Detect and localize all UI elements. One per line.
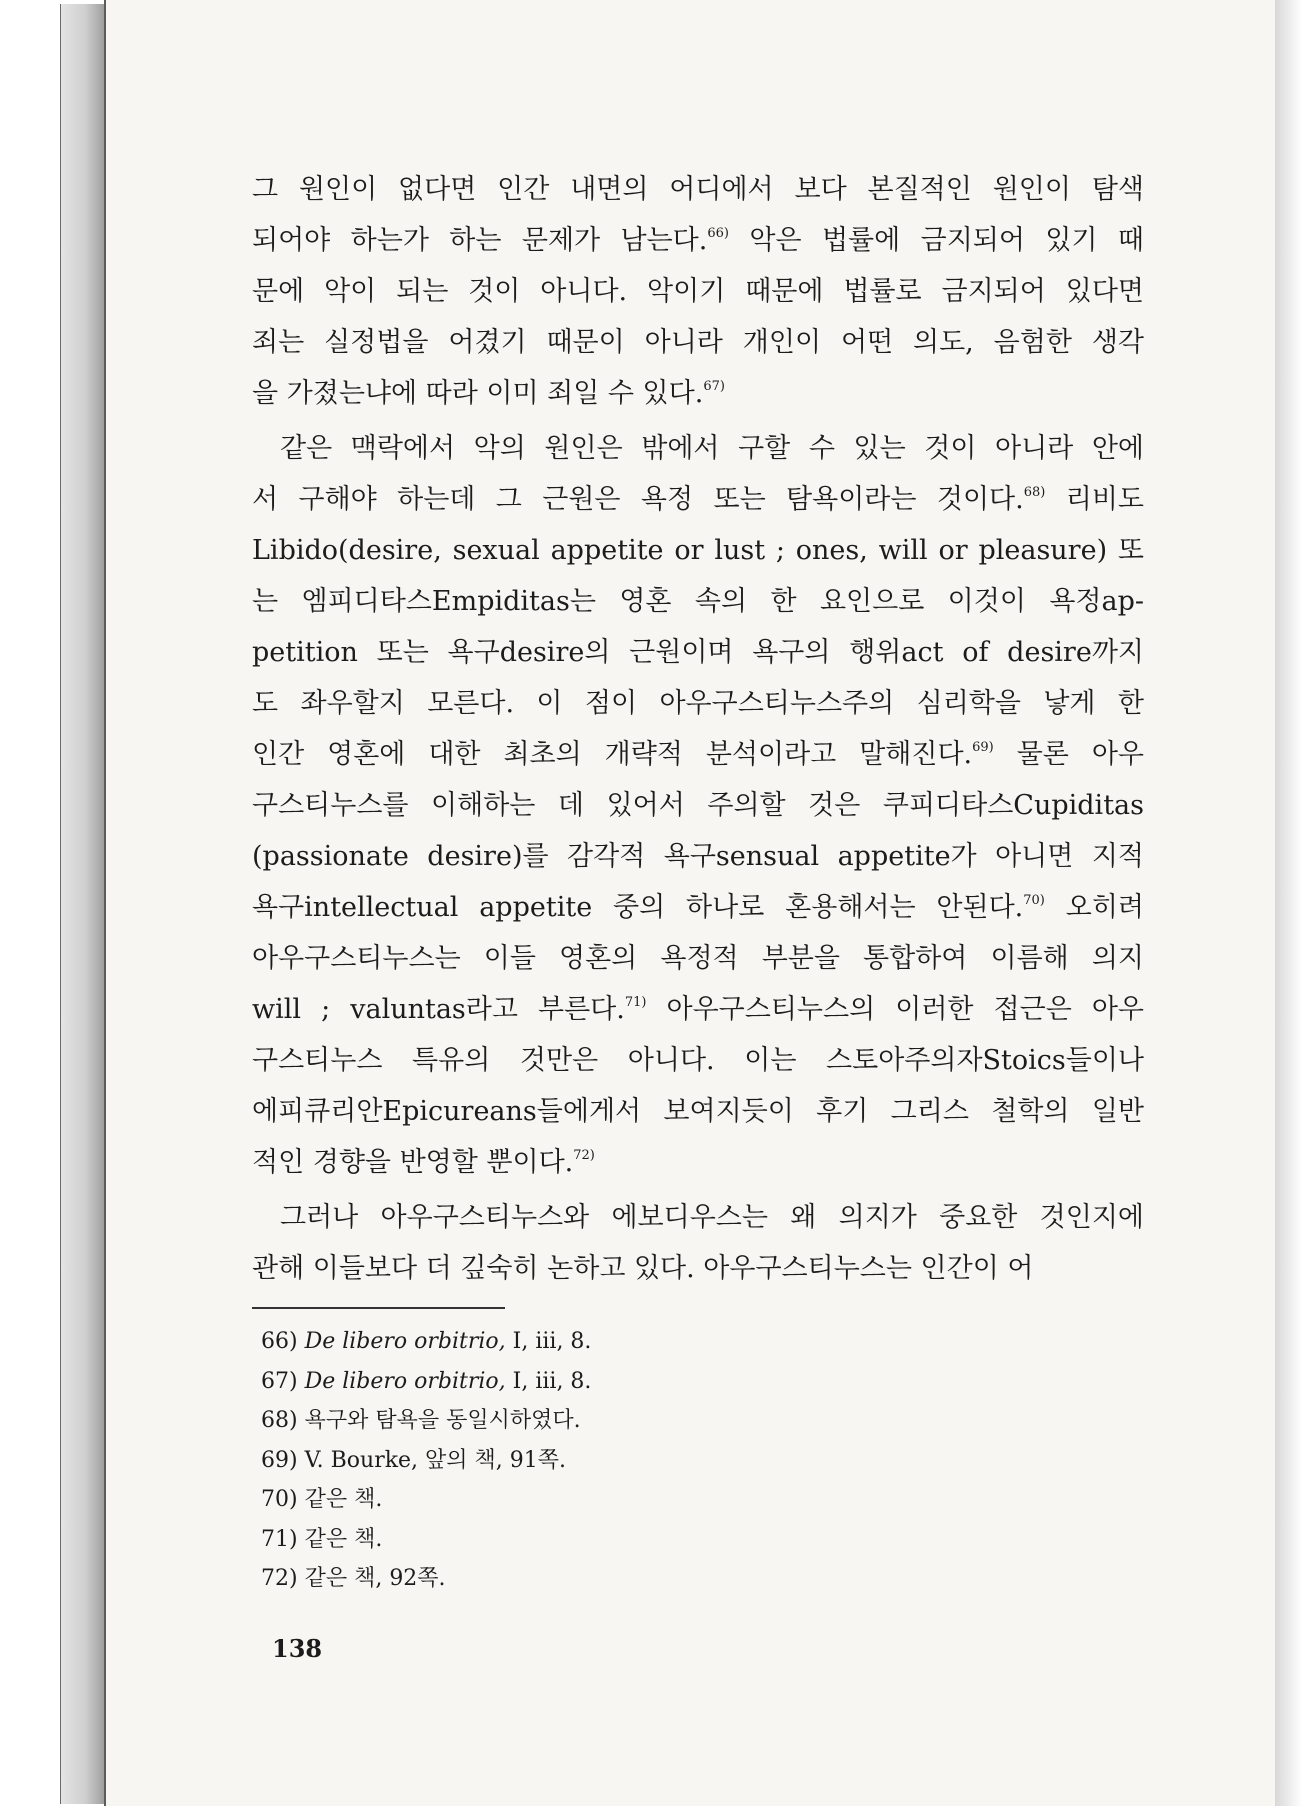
page-right-shadow xyxy=(1275,0,1302,1806)
footnote-item: 71) 같은 책. xyxy=(261,1526,383,1552)
text-line: 그러나 아우구스티누스와 에보디우스는 왜 의지가 중요한 것인지에 xyxy=(280,1202,1144,1233)
body-text xyxy=(252,164,1144,1294)
footnote-item: 68) 욕구와 탐욕을 동일시하였다. xyxy=(261,1408,581,1433)
footnote-ref: 70) xyxy=(1023,893,1045,908)
text-line: 아우구스티누스는 이들 영혼의 욕정적 부분을 통합하여 이름해 의지 xyxy=(252,943,1144,974)
text-line: 죄는 실정법을 어겼기 때문이 아니라 개인이 어떤 의도, 음험한 생각 xyxy=(252,327,1144,358)
text-line: 도 좌우할지 모른다. 이 점이 아우구스티누스주의 심리학을 낳게 한 xyxy=(252,688,1144,719)
text-line: 욕구intellectual appetite 중의 하나로 혼용해서는 안된다.$^{70)}$ 오히려 xyxy=(252,892,1144,923)
page-number: 138 xyxy=(272,1634,323,1663)
text-line: petition 또는 욕구desire의 근원이며 욕구의 행위act of desire까지 xyxy=(252,637,1144,668)
footnote-ref: 69) xyxy=(972,740,994,755)
text-line: (passionate desire)를 감각적 욕구sensual appetite가 아니면 지적 xyxy=(252,841,1144,872)
text-line: 을 가졌는냐에 따라 이미 죄일 수 있다.$^{67)}$ xyxy=(252,378,725,409)
footnote-ref: 67) xyxy=(703,379,725,394)
text-line: 인간 영혼에 대한 최초의 개략적 분석이라고 말해진다.$^{69)}$ 물론 아우 xyxy=(252,739,1144,770)
footnote-item: 66) De libero orbitrio, Ⅰ, iii, 8. xyxy=(261,1329,592,1354)
text-line: 그 원인이 없다면 인간 내면의 어디에서 보다 본질적인 원인이 탐색 xyxy=(252,174,1144,205)
footnote-item: 69) V. Bourke, 앞의 책, 91쪽. xyxy=(261,1447,567,1473)
text-line: will ; valuntas라고 부른다.$^{71)}$ 아우구스티누스의 이러한 접근은 아우 xyxy=(252,994,1144,1025)
text-line: 에피큐리안Epicureans들에게서 보여지듯이 후기 그리스 철학의 일반 xyxy=(252,1096,1144,1127)
text-line: 같은 맥락에서 악의 원인은 밖에서 구할 수 있는 것이 아니라 안에 xyxy=(280,433,1144,464)
footnote-item: 72) 같은 책, 92쪽. xyxy=(261,1566,446,1591)
paragraph xyxy=(252,423,1144,1188)
text-line: 되어야 하는가 하는 문제가 남는다.$^{66)}$ 악은 법률에 금지되어 있기 때 xyxy=(252,225,1144,256)
text-line: 문에 악이 되는 것이 아니다. 악이기 때문에 법률로 금지되어 있다면 xyxy=(252,276,1144,307)
book-page-edge xyxy=(60,4,105,1804)
text-line: 서 구해야 하는데 그 근원은 욕정 또는 탐욕이라는 것이다.$^{68)}$ 리비도 xyxy=(252,484,1144,515)
paragraph xyxy=(252,164,1144,419)
footnote-rule xyxy=(252,1307,505,1309)
text-line: 관해 이들보다 더 깊숙히 논하고 있다. 아우구스티누스는 인간이 어 xyxy=(252,1253,1034,1284)
footnote-item: 70) 같은 책. xyxy=(261,1487,383,1512)
text-line: 는 엠피디타스Empiditas는 영혼 속의 한 요인으로 이것이 욕정ap- xyxy=(252,586,1144,617)
footnote-ref: 68) xyxy=(1023,485,1046,500)
footnote-ref: 66) xyxy=(707,226,729,241)
paragraph xyxy=(252,1192,1144,1294)
text-line: 구스티누스를 이해하는 데 있어서 주의할 것은 쿠피디타스Cupiditas xyxy=(252,790,1144,821)
footnotes xyxy=(261,1322,961,1599)
footnote-ref: 71) xyxy=(624,995,647,1010)
footnote-ref: 72) xyxy=(573,1148,595,1163)
text-line: 구스티누스 특유의 것만은 아니다. 이는 스토아주의자Stoics들이나 xyxy=(252,1045,1144,1076)
footnote-item: 67) De libero orbitrio, Ⅰ, iii, 8. xyxy=(261,1368,592,1394)
text-line: 적인 경향을 반영할 뿐이다.$^{72)}$ xyxy=(252,1147,595,1178)
text-line: Libido(desire, sexual appetite or lust ; ones, will or pleasure) 또 xyxy=(252,535,1144,566)
